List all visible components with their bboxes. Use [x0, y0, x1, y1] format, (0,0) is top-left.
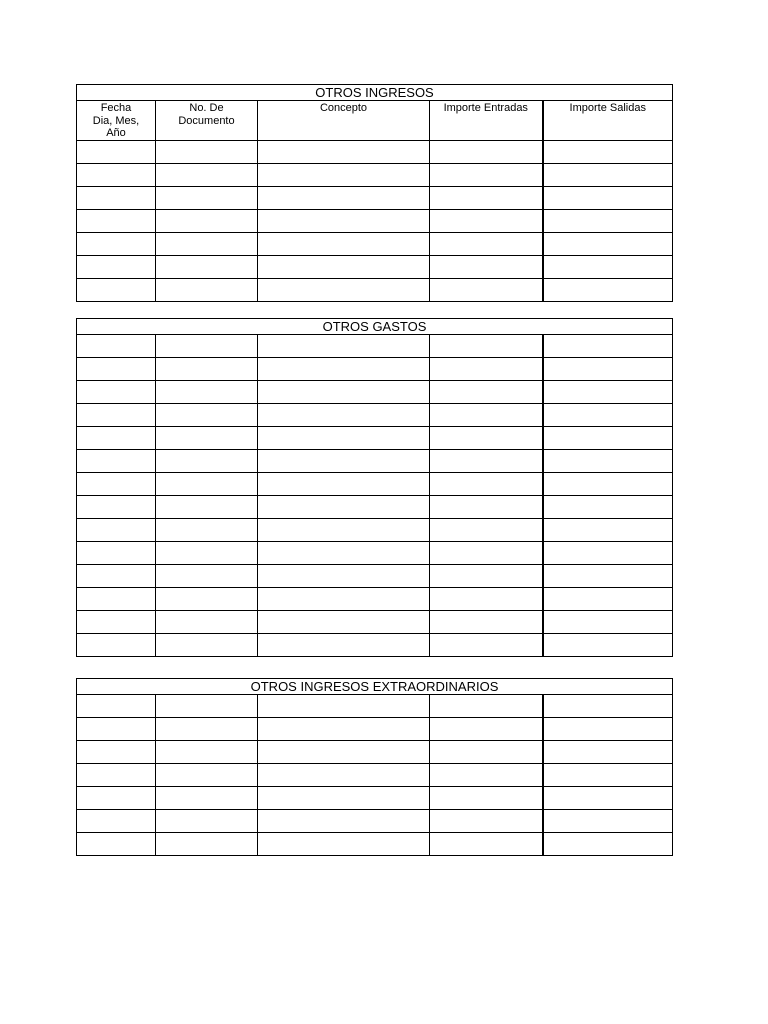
entry-cell[interactable]: [430, 588, 543, 611]
entry-cell[interactable]: [77, 611, 156, 634]
entry-cell[interactable]: [258, 450, 430, 473]
entry-cell[interactable]: [77, 810, 156, 833]
entry-cell[interactable]: [430, 565, 543, 588]
entry-cell[interactable]: [430, 741, 543, 764]
table-row: [77, 450, 673, 473]
table-row: [77, 186, 673, 209]
entry-cell[interactable]: [543, 519, 673, 542]
entry-cell[interactable]: [430, 404, 543, 427]
entry-cell[interactable]: [430, 163, 543, 186]
entry-cell[interactable]: [543, 542, 673, 565]
table-row: [77, 634, 673, 657]
entry-cell[interactable]: [543, 140, 673, 163]
entry-cell[interactable]: [543, 473, 673, 496]
section-3: [76, 678, 672, 856]
entry-cell[interactable]: [430, 381, 543, 404]
entry-cell[interactable]: [77, 140, 156, 163]
entry-cell[interactable]: [77, 404, 156, 427]
entry-cell[interactable]: [156, 381, 258, 404]
column-header: Fecha Dia, Mes, Año: [77, 101, 156, 141]
entry-cell[interactable]: [543, 335, 673, 358]
entry-cell[interactable]: [543, 588, 673, 611]
section-title: OTROS INGRESOS: [77, 85, 673, 101]
entry-cell[interactable]: [77, 255, 156, 278]
entry-cell[interactable]: [156, 209, 258, 232]
entry-cell[interactable]: [430, 810, 543, 833]
entry-cell[interactable]: [156, 278, 258, 301]
entry-cell[interactable]: [156, 611, 258, 634]
section-1: [76, 84, 672, 302]
entry-cell[interactable]: [77, 764, 156, 787]
entry-cell[interactable]: [543, 427, 673, 450]
entry-cell[interactable]: [77, 565, 156, 588]
entry-cell[interactable]: [430, 450, 543, 473]
entry-cell[interactable]: [543, 718, 673, 741]
entry-cell[interactable]: [543, 358, 673, 381]
entry-cell[interactable]: [543, 565, 673, 588]
entry-cell[interactable]: [156, 404, 258, 427]
entry-cell[interactable]: [258, 209, 430, 232]
entry-cell[interactable]: [77, 718, 156, 741]
entry-cell[interactable]: [156, 255, 258, 278]
entry-cell[interactable]: [258, 473, 430, 496]
entry-cell[interactable]: [156, 473, 258, 496]
entry-cell[interactable]: [258, 278, 430, 301]
table-row: [77, 787, 673, 810]
entry-cell[interactable]: [77, 787, 156, 810]
entry-cell[interactable]: [543, 810, 673, 833]
entry-cell[interactable]: [430, 833, 543, 856]
entry-cell[interactable]: [156, 519, 258, 542]
entry-cell[interactable]: [77, 833, 156, 856]
entry-cell[interactable]: [430, 611, 543, 634]
entry-cell[interactable]: [430, 764, 543, 787]
entry-cell[interactable]: [156, 163, 258, 186]
entry-cell[interactable]: [258, 232, 430, 255]
entry-cell[interactable]: [156, 542, 258, 565]
entry-cell[interactable]: [258, 358, 430, 381]
table-row: [77, 358, 673, 381]
entry-cell[interactable]: [156, 833, 258, 856]
entry-cell[interactable]: [156, 140, 258, 163]
table-row: [77, 381, 673, 404]
entry-cell[interactable]: [430, 695, 543, 718]
table-row: [77, 718, 673, 741]
entry-cell[interactable]: [543, 232, 673, 255]
entry-cell[interactable]: [258, 588, 430, 611]
table-row: [77, 764, 673, 787]
entry-cell[interactable]: [543, 833, 673, 856]
entry-cell[interactable]: [543, 278, 673, 301]
table-row: [77, 404, 673, 427]
entry-cell[interactable]: [258, 787, 430, 810]
entry-cell[interactable]: [430, 140, 543, 163]
entry-cell[interactable]: [258, 404, 430, 427]
entry-cell[interactable]: [430, 718, 543, 741]
table-row: [77, 232, 673, 255]
column-header: Concepto: [258, 101, 430, 141]
table-row: [77, 209, 673, 232]
entry-cell[interactable]: [156, 741, 258, 764]
entry-cell[interactable]: [77, 741, 156, 764]
entry-cell[interactable]: [156, 358, 258, 381]
entry-cell[interactable]: [430, 473, 543, 496]
entry-cell[interactable]: [430, 209, 543, 232]
section-title: OTROS INGRESOS EXTRAORDINARIOS: [77, 679, 673, 695]
table-row: [77, 833, 673, 856]
entry-cell[interactable]: [156, 787, 258, 810]
entry-cell[interactable]: [258, 163, 430, 186]
table-row: [77, 255, 673, 278]
entry-cell[interactable]: [258, 427, 430, 450]
entry-cell[interactable]: [156, 810, 258, 833]
entry-cell[interactable]: [430, 427, 543, 450]
entry-cell[interactable]: [430, 335, 543, 358]
entry-cell[interactable]: [258, 565, 430, 588]
entry-cell[interactable]: [258, 718, 430, 741]
entry-cell[interactable]: [543, 163, 673, 186]
entry-cell[interactable]: [430, 634, 543, 657]
entry-cell[interactable]: [543, 404, 673, 427]
entry-cell[interactable]: [543, 450, 673, 473]
entry-cell[interactable]: [156, 427, 258, 450]
entry-cell[interactable]: [156, 496, 258, 519]
entry-cell[interactable]: [77, 163, 156, 186]
ledger-table: [76, 318, 673, 657]
entry-cell[interactable]: [77, 427, 156, 450]
table-row: [77, 427, 673, 450]
section-title: OTROS GASTOS: [77, 319, 673, 335]
entry-cell[interactable]: [258, 833, 430, 856]
table-row: [77, 741, 673, 764]
entry-cell[interactable]: [543, 741, 673, 764]
table-row: [77, 519, 673, 542]
column-header: No. De Documento: [156, 101, 258, 141]
entry-cell[interactable]: [77, 519, 156, 542]
entry-cell[interactable]: [543, 209, 673, 232]
entry-cell[interactable]: [77, 473, 156, 496]
entry-cell[interactable]: [77, 634, 156, 657]
table-row: [77, 473, 673, 496]
column-header: Importe Salidas: [543, 101, 673, 141]
table-row: [77, 810, 673, 833]
table-row: [77, 565, 673, 588]
entry-cell[interactable]: [77, 232, 156, 255]
entry-cell[interactable]: [430, 358, 543, 381]
table-row: [77, 588, 673, 611]
entry-cell[interactable]: [77, 335, 156, 358]
entry-cell[interactable]: [156, 718, 258, 741]
table-row: [77, 163, 673, 186]
entry-cell[interactable]: [543, 255, 673, 278]
entry-cell[interactable]: [258, 186, 430, 209]
entry-cell[interactable]: [156, 450, 258, 473]
entry-cell[interactable]: [258, 255, 430, 278]
entry-cell[interactable]: [77, 695, 156, 718]
ledger-table: [76, 678, 673, 856]
entry-cell[interactable]: [430, 542, 543, 565]
entry-cell[interactable]: [543, 787, 673, 810]
entry-cell[interactable]: [77, 496, 156, 519]
entry-cell[interactable]: [430, 255, 543, 278]
entry-cell[interactable]: [258, 335, 430, 358]
entry-cell[interactable]: [156, 232, 258, 255]
entry-cell[interactable]: [430, 232, 543, 255]
entry-cell[interactable]: [543, 381, 673, 404]
entry-cell[interactable]: [258, 611, 430, 634]
table-row: [77, 695, 673, 718]
entry-cell[interactable]: [258, 764, 430, 787]
entry-cell[interactable]: [430, 186, 543, 209]
table-row: [77, 611, 673, 634]
entry-cell[interactable]: [156, 634, 258, 657]
entry-cell[interactable]: [543, 764, 673, 787]
entry-cell[interactable]: [156, 565, 258, 588]
column-header: Importe Entradas: [430, 101, 543, 141]
table-row: [77, 278, 673, 301]
entry-cell[interactable]: [77, 542, 156, 565]
table-row: [77, 140, 673, 163]
entry-cell[interactable]: [77, 358, 156, 381]
entry-cell[interactable]: [258, 741, 430, 764]
entry-cell[interactable]: [543, 496, 673, 519]
entry-cell[interactable]: [156, 695, 258, 718]
entry-cell[interactable]: [543, 695, 673, 718]
table-row: [77, 496, 673, 519]
entry-cell[interactable]: [258, 381, 430, 404]
entry-cell[interactable]: [77, 381, 156, 404]
entry-cell[interactable]: [258, 496, 430, 519]
section-2: [76, 318, 672, 657]
entry-cell[interactable]: [543, 611, 673, 634]
entry-cell[interactable]: [258, 810, 430, 833]
entry-cell[interactable]: [77, 450, 156, 473]
entry-cell[interactable]: [430, 519, 543, 542]
entry-cell[interactable]: [430, 787, 543, 810]
entry-cell[interactable]: [258, 519, 430, 542]
entry-cell[interactable]: [543, 186, 673, 209]
entry-cell[interactable]: [258, 542, 430, 565]
entry-cell[interactable]: [156, 764, 258, 787]
entry-cell[interactable]: [77, 186, 156, 209]
entry-cell[interactable]: [156, 186, 258, 209]
table-row: [77, 335, 673, 358]
entry-cell[interactable]: [77, 588, 156, 611]
entry-cell[interactable]: [543, 634, 673, 657]
entry-cell[interactable]: [258, 634, 430, 657]
entry-cell[interactable]: [258, 695, 430, 718]
entry-cell[interactable]: [156, 335, 258, 358]
table-row: [77, 542, 673, 565]
entry-cell[interactable]: [156, 588, 258, 611]
entry-cell[interactable]: [77, 278, 156, 301]
entry-cell[interactable]: [430, 278, 543, 301]
entry-cell[interactable]: [77, 209, 156, 232]
entry-cell[interactable]: [258, 140, 430, 163]
ledger-table: [76, 84, 673, 302]
entry-cell[interactable]: [430, 496, 543, 519]
